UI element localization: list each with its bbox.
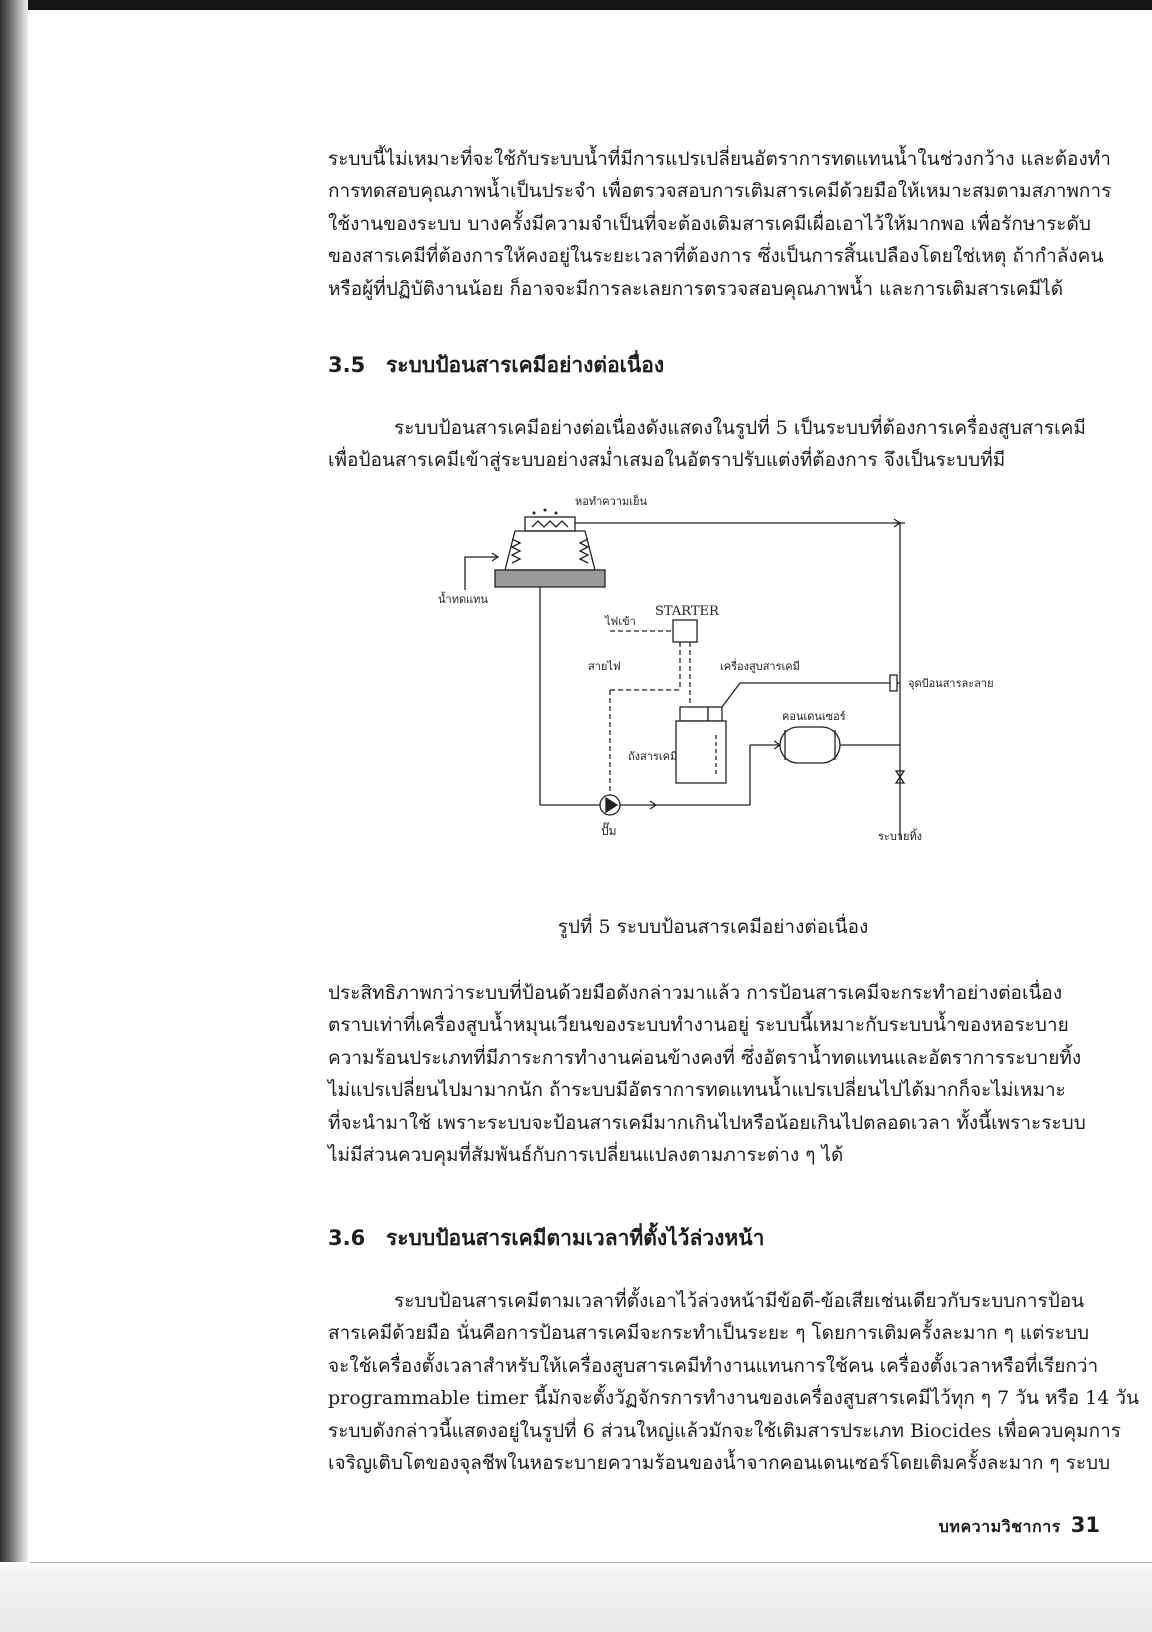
section-3-6-paragraph-1 bbox=[328, 1285, 1140, 1479]
section-heading-3-6 bbox=[328, 1222, 764, 1255]
paragraph-line: ตราบเท่าที่เครื่องสูบน้ำหมุนเวียนของระบบทำงานอยู่ ระบบนี้เหมาะกับระบบน้ำของหอระบาย bbox=[328, 1014, 1069, 1037]
paragraph-line: ความร้อนประเภทที่มีภาระการทำงานค่อนข้างคงที่ ซึ่งอัตราน้ำทดแทนและอัตราการระบายทิ้ง bbox=[328, 1046, 1082, 1069]
tower-fill bbox=[532, 521, 568, 527]
label-makeup-water: น้ำทดแทน bbox=[438, 593, 488, 606]
label-chemical-pump: เครื่องสูบสารเคมี bbox=[720, 660, 800, 673]
book-spine-shadow bbox=[0, 0, 28, 1632]
fan-dot bbox=[555, 512, 558, 515]
footer-label: บทความวิชาการ bbox=[938, 1517, 1061, 1536]
scan-bottom-edge bbox=[0, 1562, 1152, 1632]
paragraph-line: หรือผู้ที่ปฏิบัติงานน้อย ก็อาจจะมีการละเลยการตรวจสอบคุณภาพน้ำ และการเติมสารเคมีได้ bbox=[328, 277, 1064, 300]
paragraph-line: ระบบป้อนสารเคมีตามเวลาที่ตั้งเอาไว้ล่วงหน้ามีข้อดี-ข้อเสียเช่นเดียวกับระบบการป้อน bbox=[394, 1290, 1085, 1312]
label-starter: STARTER bbox=[655, 604, 719, 619]
paragraph-line: ระบบป้อนสารเคมีอย่างต่อเนื่องดังแสดงในรูปที่ 5 เป็นระบบที่ต้องการเครื่องสูบสารเคมี bbox=[394, 417, 1086, 439]
paragraph-line: การทดสอบคุณภาพน้ำเป็นประจำ เพื่อตรวจสอบการเติมสารเคมีด้วยมือให้เหมาะสมตามสภาพการ bbox=[328, 180, 1112, 203]
label-drain: ระบายทิ้ง bbox=[878, 830, 923, 843]
label-pump: ปั๊ม bbox=[601, 824, 617, 838]
chemical-pump-box bbox=[680, 707, 708, 721]
tower-fill-left bbox=[512, 539, 520, 563]
section-number: 3.5 bbox=[328, 353, 366, 377]
section-title: ระบบป้อนสารเคมีอย่างต่อเนื่อง bbox=[386, 353, 665, 377]
label-cable: สายไฟ bbox=[588, 660, 621, 673]
paragraph-line: เพื่อป้อนสารเคมีเข้าสู่ระบบอย่างสม่ำเสมอในอัตราปรับแต่งที่ต้องการ จึงเป็นระบบที่มี bbox=[328, 449, 1006, 472]
fan-dot bbox=[544, 509, 547, 512]
paragraph-line: สารเคมีด้วยมือ นั่นคือการป้อนสารเคมีจะกระทำเป็นระยะ ๆ โดยการเติมครั้งละมาก ๆ แต่ระบบ bbox=[328, 1322, 1090, 1345]
page-footer bbox=[939, 1513, 1100, 1540]
paragraph-line: เจริญเติบโตของจุลชีพในหอระบายความร้อนของน้ำจากคอนเดนเซอร์โดยเติมครั้งละมาก ๆ ระบบ bbox=[328, 1452, 1111, 1475]
paragraph-line: ใช้งานของระบบ บางครั้งมีความจำเป็นที่จะต้องเติมสารเคมีเผื่อเอาไว้ให้มากพอ เพื่อรักษาระดับ bbox=[328, 212, 1091, 235]
condenser-shape bbox=[780, 727, 840, 763]
injection-point-box bbox=[890, 675, 897, 691]
fan-dot bbox=[533, 512, 536, 515]
cooling-tower-fan-housing bbox=[525, 517, 575, 531]
tower-basin bbox=[495, 570, 605, 587]
section-3-5-paragraph-2 bbox=[328, 977, 1098, 1171]
label-chemical-tank: ถังสารเคมี bbox=[628, 750, 678, 763]
chemical-tank-shape bbox=[676, 721, 726, 783]
page-number: 31 bbox=[1070, 1513, 1100, 1537]
label-power-in: ไฟเข้า bbox=[605, 615, 636, 628]
section-title: ระบบป้อนสารเคมีตามเวลาที่ตั้งไว้ล่วงหน้า bbox=[386, 1226, 765, 1250]
paragraph-line: ระบบนี้ไม่เหมาะที่จะใช้กับระบบน้ำที่มีการแปรเปลี่ยนอัตราการทดแทนน้ำในช่วงกว้าง และต้องทำ bbox=[328, 148, 1111, 170]
figure-5-diagram bbox=[438, 495, 1060, 875]
section-number: 3.6 bbox=[328, 1226, 366, 1250]
page-bottom-line bbox=[30, 1562, 1152, 1563]
scan-top-edge bbox=[0, 0, 1152, 10]
paragraph-line: ของสารเคมีที่ต้องการให้คงอยู่ในระยะเวลาที่ต้องการ ซึ่งเป็นการสิ้นเปลืองโดยใช่เหตุ ถ้ากำลังคน bbox=[328, 245, 1104, 268]
paragraph-line: จะใช้เครื่องตั้งเวลาสำหรับให้เครื่องสูบสารเคมีทำงานแทนการใช้คน เครื่องตั้งเวลาหรือที่เรียกว่า bbox=[328, 1354, 1099, 1377]
label-injection-point: จุดป้อนสารละลาย bbox=[908, 677, 994, 690]
label-condenser: คอนเดนเซอร์ bbox=[782, 710, 846, 723]
label-cooling-tower: หอทำความเย็น bbox=[575, 495, 647, 508]
intro-paragraph bbox=[328, 143, 1112, 305]
starter-box bbox=[673, 620, 697, 642]
paragraph-line: ระบบดังกล่าวนี้แสดงอยู่ในรูปที่ 6 ส่วนใหญ่แล้วมักจะใช้เติมสารประเภท Biocides เพื่อควบคุมการ bbox=[328, 1419, 1121, 1442]
figure-5-caption: รูปที่ 5 ระบบป้อนสารเคมีอย่างต่อเนื่อง bbox=[557, 916, 869, 938]
paragraph-line: ไม่มีส่วนควบคุมที่สัมพันธ์กับการเปลี่ยนแปลงตามภาระต่าง ๆ ได้ bbox=[328, 1144, 844, 1167]
section-heading-3-5 bbox=[328, 349, 664, 382]
paragraph-line: programmable timer นี้มักจะตั้งวัฏจักรการทำงานของเครื่องสูบสารเคมีไว้ทุก ๆ 7 วัน หรือ 14 วัน bbox=[328, 1387, 1140, 1410]
section-3-5-paragraph-1 bbox=[328, 412, 1098, 477]
paragraph-line: ประสิทธิภาพกว่าระบบที่ป้อนด้วยมือดังกล่าวมาแล้ว การป้อนสารเคมีจะกระทำอย่างต่อเนื่อง bbox=[328, 982, 1063, 1004]
tower-fill-right bbox=[580, 539, 588, 563]
paragraph-line: ที่จะนำมาใช้ เพราะระบบจะป้อนสารเคมีมากเกินไปหรือน้อยเกินไปตลอดเวลา ทั้งนี้เพราะระบบ bbox=[328, 1111, 1086, 1134]
paragraph-line: ไม่แปรเปลี่ยนไปมามากนัก ถ้าระบบมีอัตราการทดแทนน้ำแปรเปลี่ยนไปได้มากก็จะไม่เหมาะ bbox=[328, 1079, 1066, 1102]
